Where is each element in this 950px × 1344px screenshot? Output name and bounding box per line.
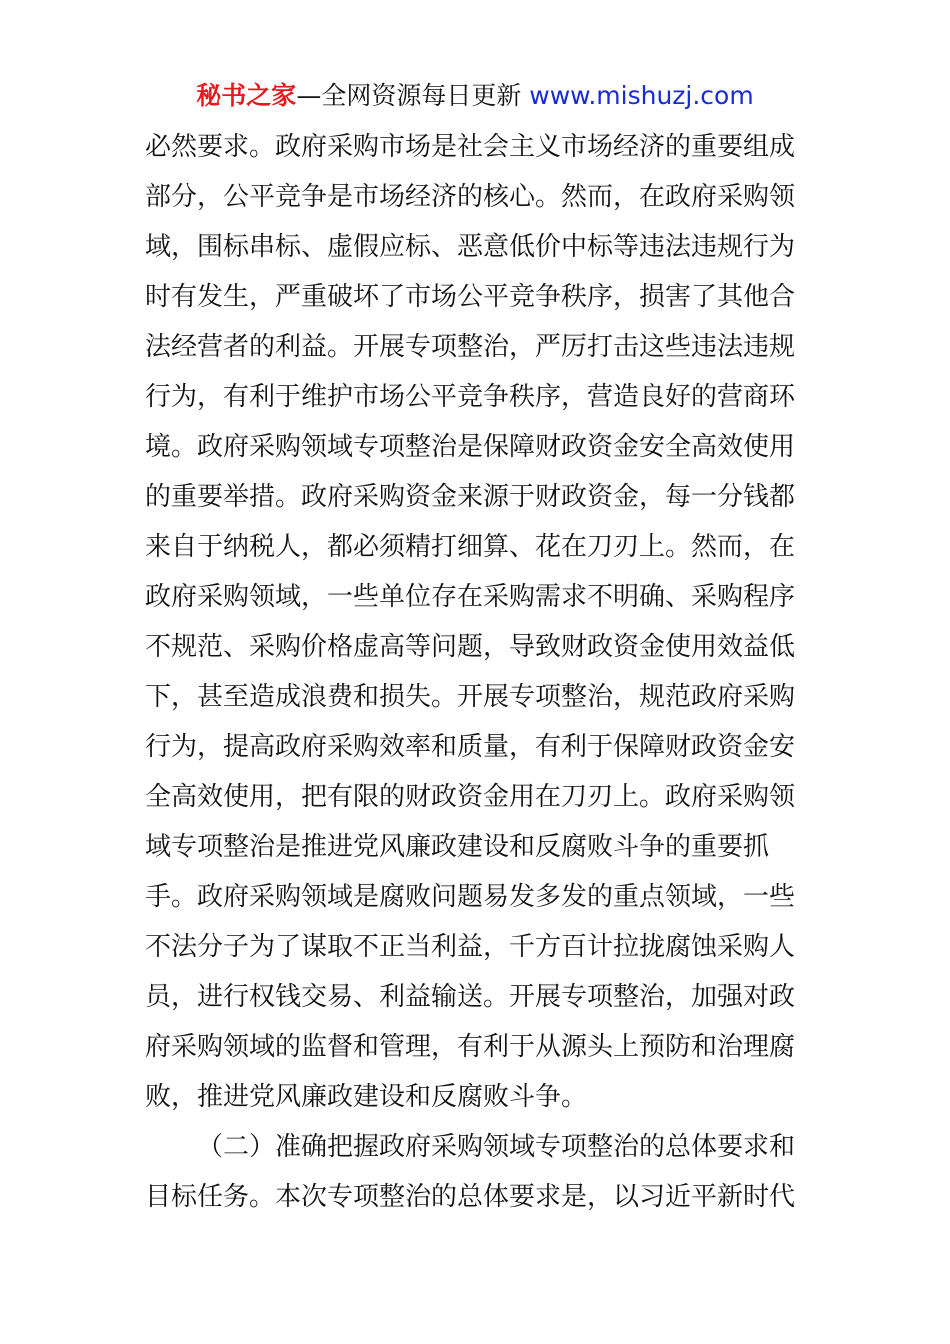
text-line: 下，甚至造成浪费和损失。开展专项整治，规范政府采购: [145, 682, 796, 712]
text-line: 不法分子为了谋取不正当利益，千方百计拉拢腐蚀采购人: [145, 932, 796, 962]
text-line: 全高效使用，把有限的财政资金用在刀刃上。政府采购领: [145, 782, 796, 812]
header-site-link[interactable]: www.mishuzj.com: [529, 81, 754, 110]
document-body: [145, 122, 809, 1222]
text-line: 行为，有利于维护市场公平竞争秩序，营造良好的营商环: [145, 382, 796, 412]
header-brand: 秘书之家: [196, 81, 297, 110]
text-line: 目标任务。本次专项整治的总体要求是，以习近平新时代: [145, 1182, 796, 1212]
text-line: 的重要举措。政府采购资金来源于财政资金，每一分钱都: [145, 482, 796, 512]
text-line: 手。政府采购领域是腐败问题易发多发的重点领域，一些: [145, 882, 796, 912]
text-line: 时有发生，严重破坏了市场公平竞争秩序，损害了其他合: [145, 282, 796, 312]
page-header: [0, 78, 950, 114]
section-heading-line: （二）准确把握政府采购领域专项整治的总体要求和: [197, 1132, 796, 1162]
text-line: 不规范、采购价格虚高等问题，导致财政资金使用效益低: [145, 632, 796, 662]
header-tagline: —全网资源每日更新: [296, 81, 522, 110]
text-line: 政府采购领域，一些单位存在采购需求不明确、采购程序: [145, 582, 796, 612]
text-line: 法经营者的利益。开展专项整治，严厉打击这些违法违规: [145, 332, 796, 362]
text-line: 域，围标串标、虚假应标、恶意低价中标等违法违规行为: [145, 232, 796, 262]
text-line: 来自于纳税人，都必须精打细算、花在刀刃上。然而，在: [145, 532, 796, 562]
text-line: 域专项整治是推进党风廉政建设和反腐败斗争的重要抓: [145, 832, 770, 862]
text-line: 败，推进党风廉政建设和反腐败斗争。: [145, 1082, 588, 1112]
text-line: 员，进行权钱交易、利益输送。开展专项整治，加强对政: [145, 982, 796, 1012]
text-line: 部分，公平竞争是市场经济的核心。然而，在政府采购领: [145, 182, 796, 212]
text-line: 境。政府采购领域专项整治是保障财政资金安全高效使用: [145, 432, 796, 462]
text-line: 府采购领域的监督和管理，有利于从源头上预防和治理腐: [145, 1032, 796, 1062]
text-line: 行为，提高政府采购效率和质量，有利于保障财政资金安: [145, 732, 796, 762]
text-line: 必然要求。政府采购市场是社会主义市场经济的重要组成: [145, 132, 796, 162]
